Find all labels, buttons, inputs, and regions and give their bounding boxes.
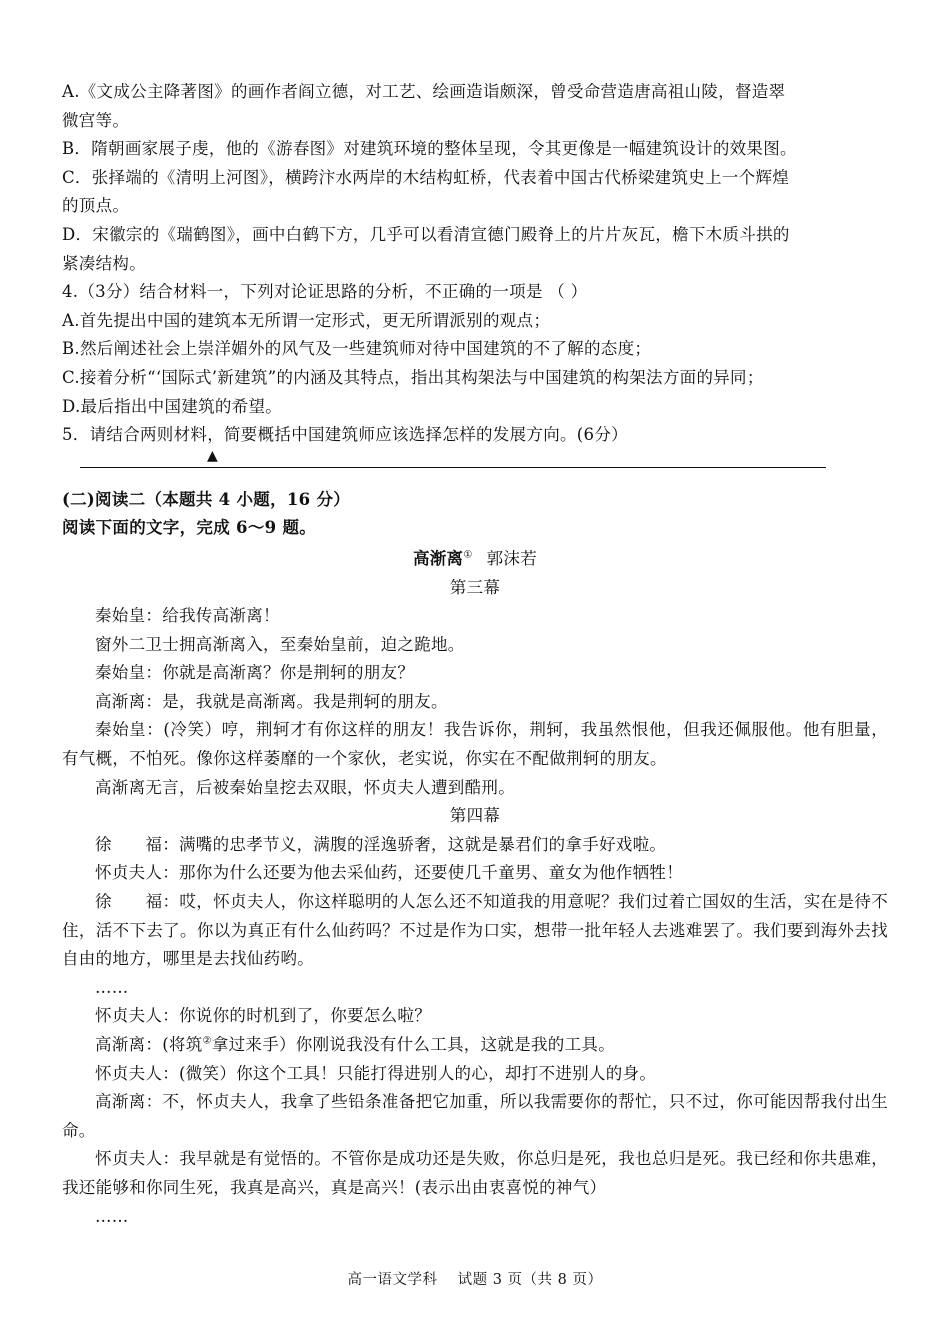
q3-option-c-line2: 的顶点。: [62, 196, 130, 216]
gao-line-post: 拿过来手）你刚说我没有什么工具，这就是我的工具。: [211, 1035, 616, 1054]
q3-option-d-line2: 紧凑结构。: [62, 253, 146, 273]
act3-line: 秦始皇：你就是高渐离？你是荆轲的朋友？: [95, 663, 415, 683]
play-title-footnote-marker: ①: [463, 549, 473, 561]
triangle-marker-icon: ▲: [207, 447, 219, 464]
q4-option-c: C.接着分析“‘国际式’新建筑”的内涵及其特点，指出其构架法与中国建筑的构架法方面的异同；: [62, 367, 764, 387]
q4-option-b: B.然后阐述社会上崇洋媚外的风气及一些建筑师对待中国建筑的不了解的态度；: [62, 339, 652, 359]
gao-line-pre: 高渐离：(将筑: [95, 1035, 203, 1054]
act4-line: 怀贞夫人：(微笑）你这个工具！只能打得进别人的心，却打不进别人的身。: [95, 1063, 657, 1083]
act3-heading: 第三幕: [449, 577, 501, 597]
answer-rule: [80, 467, 826, 468]
play-title: 高渐离: [412, 548, 464, 568]
act4-heading: 第四幕: [449, 806, 501, 826]
act3-line: 秦始皇：给我传高渐离！: [95, 606, 280, 626]
q3-option-b: B．隋朝画家展子虔，他的《游春图》对建筑环境的整体呈现，令其更像是一幅建筑设计的效果图。: [62, 139, 797, 159]
act4-line: 怀贞夫人：那你为什么还要为他去采仙药，还要使几千童男、童女为他作牺牲！: [95, 863, 683, 883]
q4-stem: 4.（3分）结合材料一，下列对论证思路的分析，不正确的一项是 （ ）: [62, 282, 588, 302]
zhu-footnote-marker: ②: [202, 1035, 212, 1047]
q3-option-d-line1: D．宋徽宗的《瑞鹤图》，画中白鹤下方，几乎可以看清宣德门殿脊上的片片灰瓦，檐下木质斗拱的: [62, 224, 790, 244]
play-author: 郭沫若: [486, 548, 538, 568]
act4-line-gao: [62, 1031, 888, 1060]
act4-line: 怀贞夫人：我早就是有觉悟的。不管你是成功还是失败，你总归是死，我也总归是死。我已经和你共患难，我还能够和你同生死，我真是高兴，真是高兴！(表示出由衷喜悦的神气）: [62, 1149, 888, 1197]
page-footer: 高一语文学科 试题 3 页（共 8 页）: [347, 1272, 603, 1288]
act4-line: 高渐离：不，怀贞夫人，我拿了些铅条准备把它加重，所以我需要你的帮忙，只不过，你可能因帮我付出生命。: [62, 1092, 888, 1140]
act3-line: 秦始皇：(冷笑）哼，荆轲才有你这样的朋友！我告诉你，荆轲，我虽然恨他，但我还佩服他。他有胆量，有气概，不怕死。像你这样萎靡的一个家伙，老实说，你实在不配做荆轲的朋友。: [62, 720, 888, 769]
section2-instruction: 阅读下面的文字，完成 6～9 题。: [62, 518, 317, 538]
q5-stem: 5．请结合两则材料，简要概括中国建筑师应该选择怎样的发展方向。(6分）: [62, 425, 628, 445]
act4-line: 徐 福：哎，怀贞夫人，你这样聪明的人怎么还不知道我的用意呢？我们过着亡国奴的生活，实在是待不住，活不下去了。你以为真正有什么仙药吗？不过是作为口实，想带一批年轻人去逃难罢了。我们要到海外去找自由的地方，哪里是去找仙药哟。: [62, 892, 888, 969]
q4-option-d: D.最后指出中国建筑的希望。: [62, 396, 283, 416]
act3-line: 窗外二卫士拥高渐离入，至秦始皇前，迫之跪地。: [95, 634, 465, 654]
act3-line: 高渐离无言，后被秦始皇挖去双眼，怀贞夫人遭到酷刑。: [95, 777, 515, 797]
act3-line: 高渐离：是，我就是高渐离。我是荆轲的朋友。: [95, 691, 448, 711]
q4-option-a: A.首先提出中国的建筑本无所谓一定形式，更无所谓派别的观点；: [62, 310, 551, 330]
q3-option-c-line1: C．张择端的《清明上河图》，横跨汴水两岸的木结构虹桥，代表着中国古代桥梁建筑史上一个辉煌: [62, 167, 790, 187]
play-title-line: [62, 545, 888, 574]
act4-line: 徐 福：满嘴的忠孝节义，满腹的淫逸骄奢，这就是暴君们的拿手好戏啦。: [95, 834, 667, 854]
q3-option-a-line2: 微宫等。: [62, 110, 130, 130]
q5-answer-line[interactable]: [62, 447, 888, 476]
q3-option-a-line1: A.《文成公主降著图》的画作者阎立德，对工艺、绘画造诣颇深，曾受命营造唐高祖山陵，督造翠: [62, 82, 786, 101]
act4-ellipsis: ……: [95, 1206, 129, 1226]
section2-heading: (二)阅读二（本题共 4 小题，16 分）: [62, 489, 351, 509]
act4-line: 怀贞夫人：你说你的时机到了，你要怎么啦？: [95, 1006, 431, 1026]
exam-page: [62, 78, 888, 1231]
act4-ellipsis: ……: [95, 977, 129, 997]
